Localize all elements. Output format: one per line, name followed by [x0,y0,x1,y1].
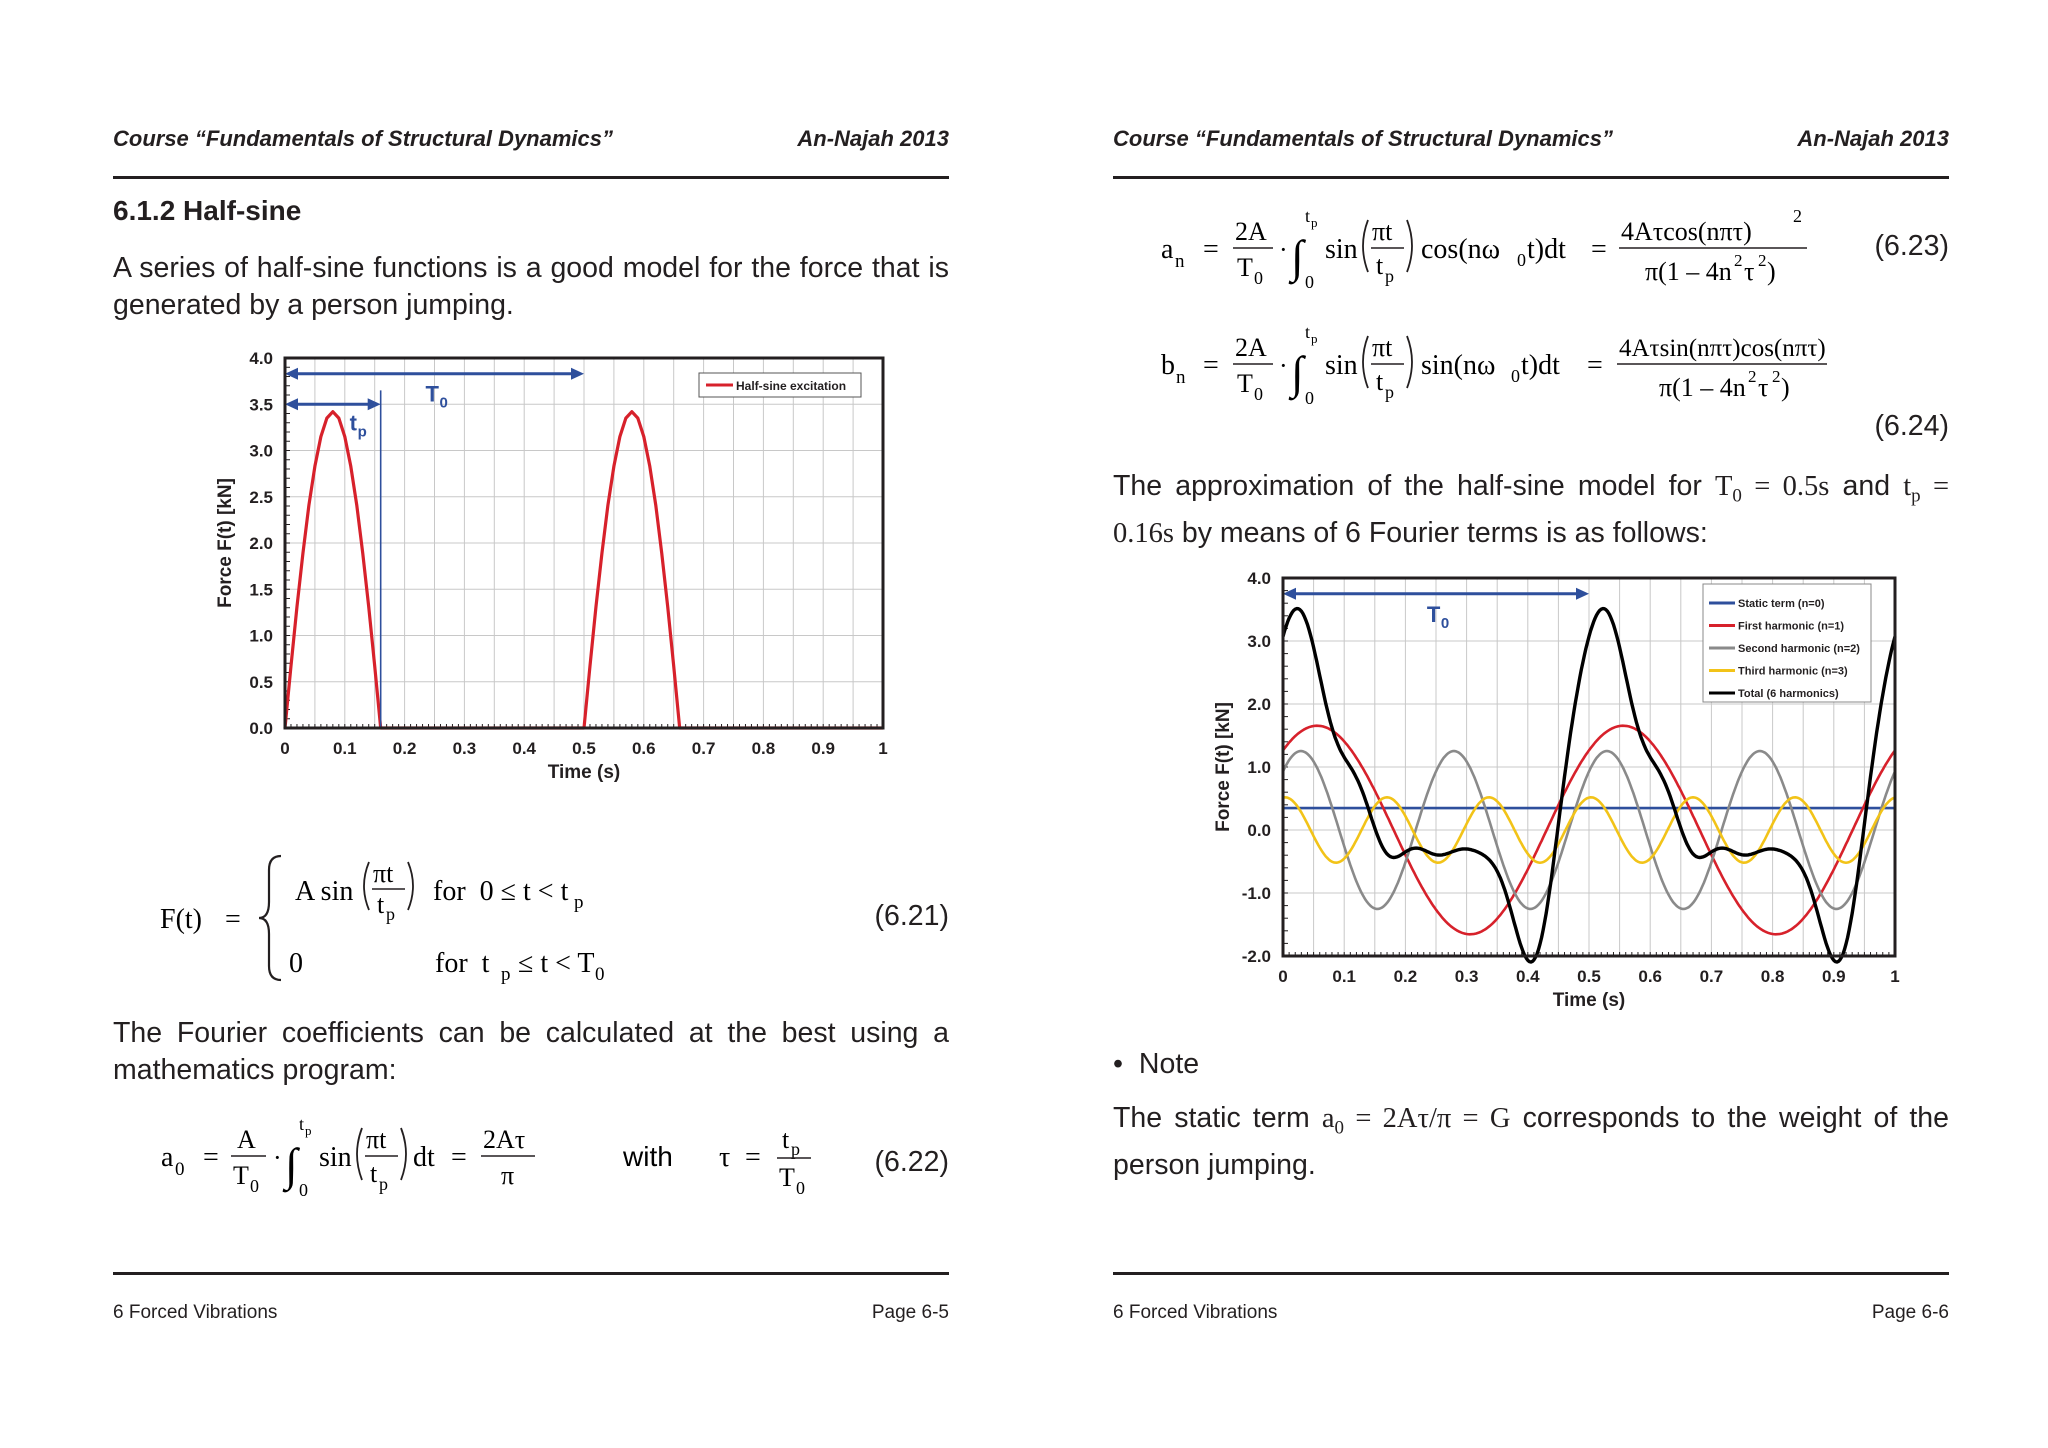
eq22-tau-num-sub: p [791,1139,800,1159]
approx-T0-value: = 0.5s [1741,471,1830,502]
T0-label: T [425,381,439,407]
x-tick-label: 1 [1890,967,1900,986]
approx-tp-sub: p [1911,485,1921,507]
institution: An-Najah 2013 [797,126,949,151]
legend-entry: Second harmonic (n=2) [1738,643,1860,655]
eq23-lhs-sub: n [1175,251,1185,272]
footer-rule [1113,1272,1949,1275]
eq23-rparen [1407,220,1412,272]
eq24-result-den-end: ) [1781,373,1790,402]
chart-1-area [215,349,888,783]
eq23-coef-den-sub: 0 [1254,268,1263,288]
y-tick-label: 1.5 [249,580,273,600]
eq21-case1-cond: for 0 ≤ t < t [433,876,569,907]
header-rule [1113,176,1949,179]
eq24-lhs: b [1161,350,1175,381]
eq23-number: (6.23) [1874,230,1949,262]
static-a0: a [1321,1103,1335,1134]
x-tick-label: 0.5 [572,739,596,758]
eq22-frac1-den: T [233,1161,249,1190]
eq22-sin-num: πt [366,1125,387,1154]
eq24-sin-den: t [1376,367,1384,396]
eq23-lhs: a [1161,234,1174,265]
eq24-sin-num: πt [1372,333,1393,362]
eq23-sin-den-sub: p [1385,266,1394,286]
eq22-int-lower: 0 [299,1180,308,1200]
approx-tp-value: = 0.16s [1113,471,1950,549]
y-tick-label: 2.0 [1247,695,1271,714]
fourier-paragraph: The Fourier coefficients can be calculated at the best using a mathematics program: [113,1017,949,1086]
x-tick-label: 0.8 [751,739,776,758]
x-tick-label: 0.5 [1577,967,1601,986]
eq22-lhs-sub: 0 [175,1159,185,1180]
eq22-sin-den-sub: p [379,1174,388,1194]
eq21-case1-den: t [377,890,385,919]
eq23-int-upper-sub: p [1311,215,1318,230]
eq21-equals: = [225,904,241,935]
eq22-equals2: = [451,1142,467,1173]
equation-6-21-math [113,840,813,990]
x-tick-label: 0.2 [1393,967,1418,986]
eq24-coef-num: 2A [1235,333,1267,362]
eq24-rparen [1407,336,1412,388]
y-tick-label: 2.5 [249,487,273,507]
eq24-equals2: = [1587,350,1603,381]
eq24-result-den-sup: 2 [1748,367,1757,386]
eq24-trig-sub: 0 [1511,366,1520,386]
x-tick-label: 0.9 [811,739,836,758]
eq23-sin: sin [1325,234,1358,265]
x-tick-label: 0.4 [512,739,537,758]
eq23-result-den: π(1 – 4n [1645,257,1732,286]
eq21-case1-num: πt [373,859,394,888]
approx-paragraph [1113,468,1949,552]
x-axis-label: Time (s) [547,762,621,783]
eq23-sin-den: t [1376,251,1384,280]
y-tick-label: 4.0 [1247,569,1271,588]
eq22-result-den: π [501,1161,515,1190]
y-tick-label: 3.0 [1247,632,1271,651]
x-tick-label: 0.6 [1638,967,1663,986]
legend-entry: Third harmonic (n=3) [1738,665,1848,678]
y-tick-label: 2.0 [249,534,273,553]
x-tick-label: 0.9 [1821,967,1846,986]
y-tick-label: 0.0 [1247,821,1271,840]
eq23-sin-num: πt [1372,217,1393,246]
eq24-result-den: π(1 – 4n [1659,373,1746,402]
eq24-sin-den-sub: p [1385,382,1394,402]
chart-2-area [1213,569,1900,1011]
eq24-trig: sin(nω [1421,350,1496,381]
equation-6-24-math [1113,316,1833,416]
x-axis-label: Time (s) [1552,990,1626,1011]
eq22-dot: · [273,1143,282,1172]
tp-label-sub: p [357,423,367,441]
eq24-int-lower: 0 [1305,388,1314,408]
eq22-lhs: a [161,1142,174,1173]
equation-6-24 [1113,316,1949,446]
eq22-lparen [357,1128,362,1180]
eq21-lparen [364,862,369,910]
eq22-sin-den: t [370,1159,378,1188]
eq22-tau-num: t [782,1125,790,1154]
footer-rule [113,1272,949,1275]
y-tick-label: -1.0 [1241,884,1271,903]
footer-page-number: Page 6-6 [1871,1302,1949,1323]
eq23-result-num-sup: 2 [1793,206,1802,226]
T0-label-sub: 0 [439,394,448,412]
eq22-dt: dt [413,1142,435,1173]
course-title: Course “Fundamentals of Structural Dynamics” [1113,126,1613,151]
eq24-integral: ∫ [1291,347,1304,398]
eq23-lparen [1363,220,1368,272]
approx-text-2: and [1829,470,1904,502]
x-tick-label: 0.6 [631,739,656,758]
eq21-case2-cond-rest: ≤ t < T [511,948,595,979]
x-tick-label: 1 [878,739,888,758]
note-item [1113,1048,1199,1081]
eq24-lhs-sub: n [1176,367,1186,388]
legend-entry: Half-sine excitation [736,379,847,393]
equation-6-21 [113,840,949,990]
eq21-rparen [408,862,413,910]
eq23-equals2: = [1591,234,1607,265]
x-tick-label: 0.4 [1515,967,1540,986]
page-left [113,0,949,1448]
footer-chapter: 6 Forced Vibrations [113,1302,278,1323]
y-tick-label: 1.0 [1247,758,1271,777]
y-tick-label: 1.0 [249,626,273,646]
eq24-result-num: 4Aτsin(nπτ)cos(nπτ) [1619,335,1826,362]
half-sine-chart [143,340,923,820]
eq22-tau: τ [719,1142,731,1173]
eq21-number: (6.21) [874,900,949,932]
eq24-int-upper-sub: p [1311,331,1318,346]
equation-6-22 [113,1108,949,1208]
x-tick-label: 0.1 [332,739,357,758]
equation-6-23-math [1113,200,1833,300]
approx-T0-sub: 0 [1732,485,1742,507]
page-right [1113,0,1949,1448]
x-tick-label: 0.3 [1454,967,1479,986]
eq22-tau-den: T [779,1163,795,1192]
eq22-sin: sin [319,1142,352,1173]
x-tick-label: 0 [280,739,290,758]
x-tick-label: 0.7 [691,739,716,758]
eq23-result-den-end: ) [1767,257,1776,286]
eq21-brace [259,856,281,980]
eq21-case2-cond-sub2: 0 [595,964,605,985]
eq21-case2-cond-sub: p [501,964,511,985]
page-header [113,126,949,156]
eq24-coef-den: T [1237,369,1253,398]
legend [699,373,861,397]
y-axis-label: Force F(t) [kN] [215,478,236,608]
eq22-int-upper: t [299,1114,305,1134]
static-text-2: corresponds to the weight of the person jumping. [1113,1102,1949,1181]
approx-tp: t [1903,471,1912,502]
eq21-case1-den-sub: p [386,904,395,924]
T0-label: T [1426,601,1441,627]
institution: An-Najah 2013 [1797,126,1949,151]
eq24-sin: sin [1325,350,1358,381]
eq23-trig: cos(nω [1421,234,1501,265]
y-tick-label: 0.0 [249,719,273,738]
legend [1703,584,1871,702]
course-title: Course “Fundamentals of Structural Dynamics” [113,126,613,151]
intro-paragraph: A series of half-sine functions is a good model for the force that is generated by a person jumping. [113,252,949,321]
eq22-frac1-num: A [237,1125,256,1154]
y-tick-label: -2.0 [1241,947,1271,966]
eq24-int-upper: t [1305,322,1311,342]
approx-text-1: The approximation of the half-sine model for [1113,470,1715,502]
eq24-result-den-mid: τ [1758,373,1769,402]
y-axis-label: Force F(t) [kN] [1213,702,1234,832]
static-a0-sub: 0 [1334,1117,1345,1139]
approx-T0: T [1715,471,1733,502]
eq23-coef-den: T [1237,253,1253,282]
x-tick-label: 0.8 [1760,967,1785,986]
eq22-equals1: = [203,1142,219,1173]
section-title: 6.1.2 Half-sine [113,195,302,226]
eq24-trig-rest: t)dt [1521,350,1560,381]
static-text-1: The static term [1113,1102,1322,1134]
eq23-result-den-mid: τ [1744,257,1755,286]
eq22-result-num: 2Aτ [483,1125,526,1154]
eq24-equals1: = [1203,350,1219,381]
equation-6-22-math [113,1108,833,1208]
eq24-coef-den-sub: 0 [1254,384,1263,404]
eq24-number: (6.24) [1874,410,1949,442]
note-label: Note [1138,1048,1200,1080]
eq21-lhs: F(t) [160,904,202,935]
eq22-integral: ∫ [285,1139,298,1190]
tp-label: t [349,410,357,436]
eq23-integral: ∫ [1291,231,1304,282]
note-bullet: • [1113,1048,1123,1080]
footer-page-number: Page 6-5 [871,1302,949,1323]
legend-entry: First harmonic (n=1) [1738,620,1845,633]
eq22-number: (6.22) [874,1146,949,1178]
fourier-approximation-chart [1143,560,1923,1030]
eq24-lparen [1363,336,1368,388]
legend-entry: Total (6 harmonics) [1738,688,1839,700]
page-header [1113,126,1949,156]
static-term-paragraph [1113,1100,1949,1184]
x-tick-label: 0.2 [392,739,417,758]
footer-chapter: 6 Forced Vibrations [1113,1302,1278,1323]
legend-entry: Static term (n=0) [1738,598,1825,610]
eq22-frac1-den-sub: 0 [250,1176,259,1196]
x-tick-label: 0.1 [1332,967,1357,986]
eq23-dot: · [1279,235,1288,264]
eq24-result-den-sup2: 2 [1772,367,1781,386]
eq23-coef-num: 2A [1235,217,1267,246]
eq22-tau-den-sub: 0 [796,1178,805,1198]
approx-text-3: by means of 6 Fourier terms is as follows: [1173,516,1708,549]
T0-label-sub: 0 [1440,614,1450,632]
header-rule [113,176,949,179]
eq23-result-den-sup: 2 [1734,251,1743,270]
eq21-case1-cond-sub: p [574,892,584,913]
x-tick-label: 0.7 [1699,967,1724,986]
eq23-equals1: = [1203,234,1219,265]
eq23-result-num: 4Aτcos(nπτ) [1621,217,1752,246]
y-tick-label: 3.0 [249,441,273,461]
eq21-case2-cond: for t [435,948,490,979]
eq23-int-upper: t [1305,206,1311,226]
eq23-result-den-sup2: 2 [1758,251,1767,270]
eq21-case1-prefix: A sin [295,876,354,907]
y-tick-label: 3.5 [249,395,273,415]
eq21-case2-expr: 0 [289,948,303,979]
y-tick-label: 4.0 [249,349,273,368]
eq23-trig-sub: 0 [1517,250,1526,270]
eq22-int-upper-sub: p [305,1123,312,1138]
eq24-dot: · [1279,351,1288,380]
eq22-equals3: = [745,1142,761,1173]
eq23-int-lower: 0 [1305,272,1314,292]
static-expr: = 2Aτ/π = G [1344,1103,1511,1134]
x-tick-label: 0.3 [452,739,477,758]
eq23-trig-rest: t)dt [1527,234,1566,265]
equation-6-23 [1113,200,1949,300]
eq22-with: with [623,1141,673,1172]
eq22-rparen [401,1128,406,1180]
x-tick-label: 0 [1278,967,1288,986]
y-tick-label: 0.5 [249,672,273,692]
